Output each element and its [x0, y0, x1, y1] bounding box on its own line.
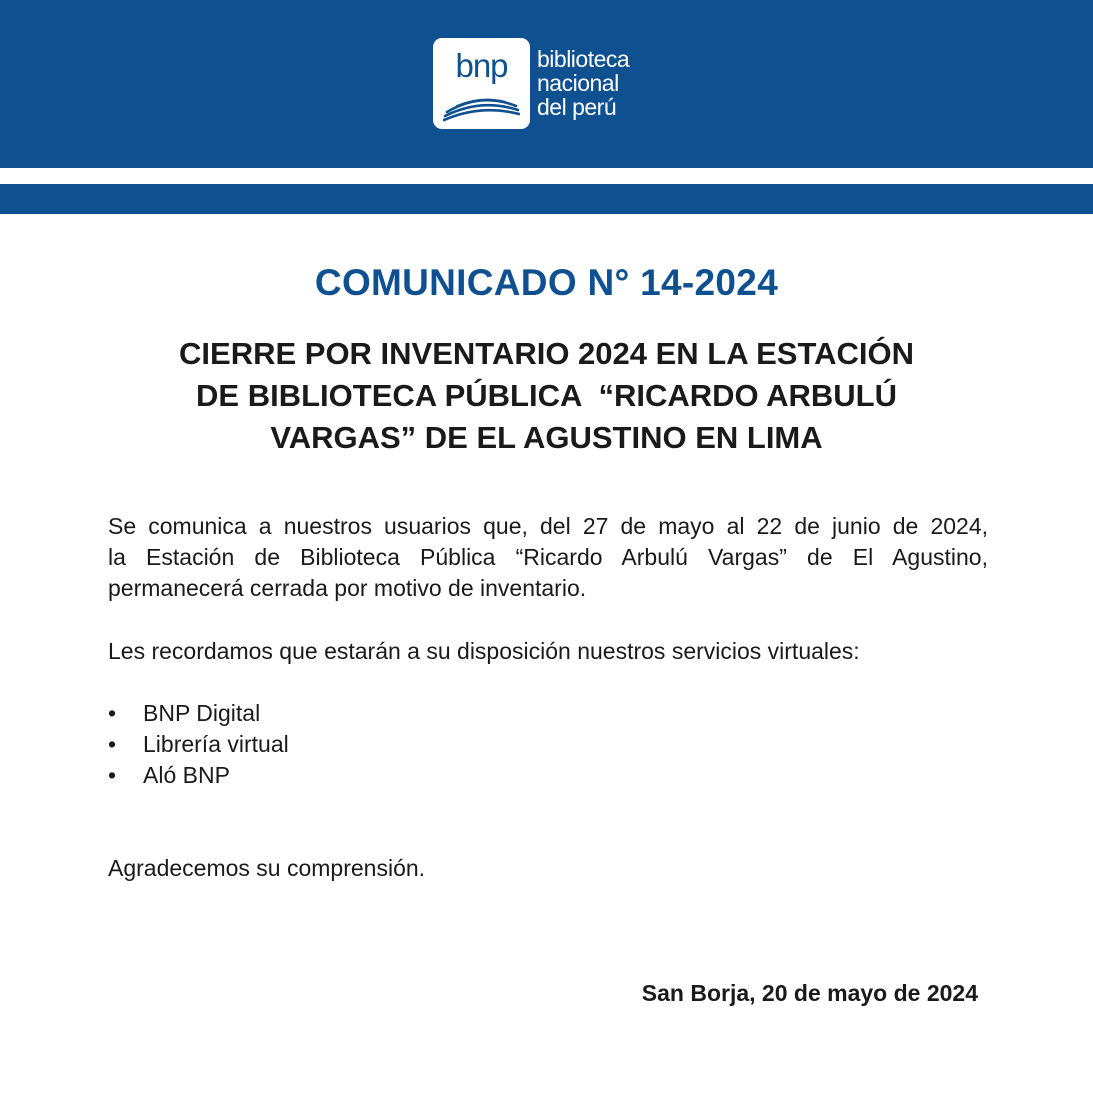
logo-abbreviation: bnp [455, 47, 508, 84]
closing-text: Agradecemos su comprensión. [108, 855, 426, 881]
paragraph-line: permanecerá cerrada por motivo de inventario. [108, 575, 587, 601]
place-date-signature: San Borja, 20 de mayo de 2024 [641, 980, 978, 1006]
subtitle-line: CIERRE POR INVENTARIO 2024 EN LA ESTACIÓN [179, 336, 914, 371]
services-intro: Les recordamos que estarán a su disposición nuestros servicios virtuales: [108, 638, 860, 664]
logo-line: nacional [537, 70, 619, 96]
bullet: • [108, 762, 117, 788]
subtitle-line: DE BIBLIOTECA PÚBLICA “RICARDO ARBULÚ [196, 378, 897, 413]
logo-line: biblioteca [537, 46, 630, 72]
bullet: • [108, 731, 117, 757]
service-name: Librería virtual [143, 731, 289, 757]
subtitle-line: VARGAS” DE EL AGUSTINO EN LIMA [270, 420, 823, 455]
service-name: BNP Digital [143, 700, 261, 726]
logo-badge [433, 38, 530, 129]
virtual-services-list [108, 698, 289, 791]
bnp-logo [433, 38, 693, 130]
service-name: Aló BNP [143, 762, 230, 788]
paragraph-line: Se comunica a nuestros usuarios que, del 27 de mayo al 22 de junio de 2024, [108, 513, 988, 539]
bullet: • [108, 700, 117, 726]
paragraph-line: la Estación de Biblioteca Pública “Ricardo Arbulú Vargas” de El Agustino, [108, 544, 988, 570]
closure-paragraph [108, 511, 988, 604]
list-item [108, 698, 289, 729]
communique-title: COMUNICADO N° 14-2024 [314, 262, 779, 303]
list-item [108, 729, 289, 760]
list-item [108, 760, 289, 791]
logo-wordmark [537, 47, 629, 119]
book-waves-icon [443, 90, 520, 122]
communique-subtitle [100, 333, 993, 459]
header-stripe [0, 184, 1093, 214]
logo-line: del perú [537, 94, 617, 120]
